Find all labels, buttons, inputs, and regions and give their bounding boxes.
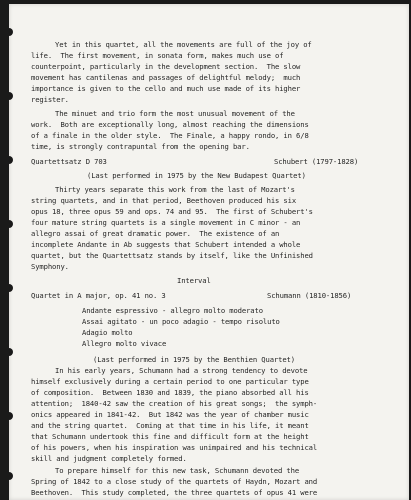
binding-hole bbox=[9, 348, 13, 356]
movement-item: Adagio molto bbox=[82, 328, 133, 337]
text-line: In his early years, Schumann had a strong tendency to devote bbox=[55, 366, 308, 375]
text-line: quartet, but the Quartettsatz stands by itself, like the Unfinished bbox=[31, 251, 313, 260]
text-line: himself exclusively during a certain period to one particular type bbox=[31, 377, 309, 386]
text-line: of composition. Between 1830 and 1839, the piano absorbed all his bbox=[31, 388, 309, 397]
interval-heading: Interval bbox=[177, 276, 211, 285]
text-line: of his powers, when his inspiration was unimpaired and his technical bbox=[31, 443, 318, 452]
text-line: that Schumann undertook this fine and difficult form at the height bbox=[31, 432, 309, 441]
text-line: life. The first movement, in sonata form, makes much use of bbox=[31, 51, 284, 60]
text-line: of a finale in the older style. The Finale, a happy rondo, in 6/8 bbox=[31, 131, 309, 140]
movement-item: Allegro molto vivace bbox=[82, 339, 167, 348]
binding-hole bbox=[9, 156, 13, 164]
text-line: skill and judgment completely formed. bbox=[31, 454, 187, 463]
text-line: To prepare himself for this new task, Schumann devoted the bbox=[55, 466, 300, 475]
document-page bbox=[9, 4, 409, 500]
binding-hole bbox=[9, 284, 13, 292]
text-line: movement has cantilenas and passages of delightful melody; much bbox=[31, 73, 301, 82]
binding-holes bbox=[9, 4, 17, 500]
text-line: The minuet and trio form the most unusual movement of the bbox=[55, 109, 295, 118]
text-line: Yet in this quartet, all the movements are full of the joy of bbox=[55, 40, 312, 49]
movement-item: Andante espressivo - allegro molto moderato bbox=[82, 306, 263, 315]
text-line: incomplete Andante in Ab suggests that Schubert intended a whole bbox=[31, 240, 301, 249]
binding-hole bbox=[9, 412, 13, 420]
text-line: importance is given to the cello and much use made of its higher bbox=[31, 84, 301, 93]
performance-note: (Last performed in 1975 by the Benthien Quartet) bbox=[93, 355, 295, 364]
performance-note: (Last performed in 1975 by the New Budapest Quartet) bbox=[87, 171, 306, 180]
text-line: Spring of 1842 to a close study of the quartets of Haydn, Mozart and bbox=[31, 477, 318, 486]
movement-item: Assai agitato - un poco adagio - tempo risoluto bbox=[82, 317, 280, 326]
text-line: Thirty years separate this work from the last of Mozart's bbox=[55, 185, 295, 194]
binding-hole bbox=[9, 472, 13, 480]
piece-title: Quartettsatz D 703 bbox=[31, 157, 107, 166]
text-line: opus 18, three opus 59 and ops. 74 and 95. The first of Schubert's bbox=[31, 207, 313, 216]
text-line: four mature string quartets is a single movement in C minor - an bbox=[31, 218, 301, 227]
text-line: and the string quartet. Coming at that time in his life, it meant bbox=[31, 421, 309, 430]
text-line: allegro assai of great dramatic power. The existence of an bbox=[31, 229, 280, 238]
binding-hole bbox=[9, 92, 13, 100]
text-line: counterpoint, particularly in the development section. The slow bbox=[31, 62, 301, 71]
composer-dates: Schubert (1797-1828) bbox=[274, 157, 359, 166]
text-line: register. bbox=[31, 95, 69, 104]
binding-hole bbox=[9, 28, 13, 36]
text-line: Symphony. bbox=[31, 262, 69, 271]
composer-dates: Schumann (1810-1856) bbox=[267, 291, 352, 300]
piece-title: Quartet in A major, op. 41 no. 3 bbox=[31, 291, 166, 300]
text-line: onics appeared in 1841-42. But 1842 was the year of chamber music bbox=[31, 410, 309, 419]
text-line: attention; 1840-42 saw the creation of his great songs; the symph- bbox=[31, 399, 318, 408]
binding-hole bbox=[9, 220, 13, 228]
text-line: Beethoven. This study completed, the three quartets of opus 41 were bbox=[31, 488, 318, 497]
text-line: work. Both are exceptionally long, almost reaching the dimensions bbox=[31, 120, 309, 129]
text-line: string quartets, and in that period, Beethoven produced his six bbox=[31, 196, 297, 205]
text-line: time, is strongly contrapuntal from the opening bar. bbox=[31, 142, 250, 151]
